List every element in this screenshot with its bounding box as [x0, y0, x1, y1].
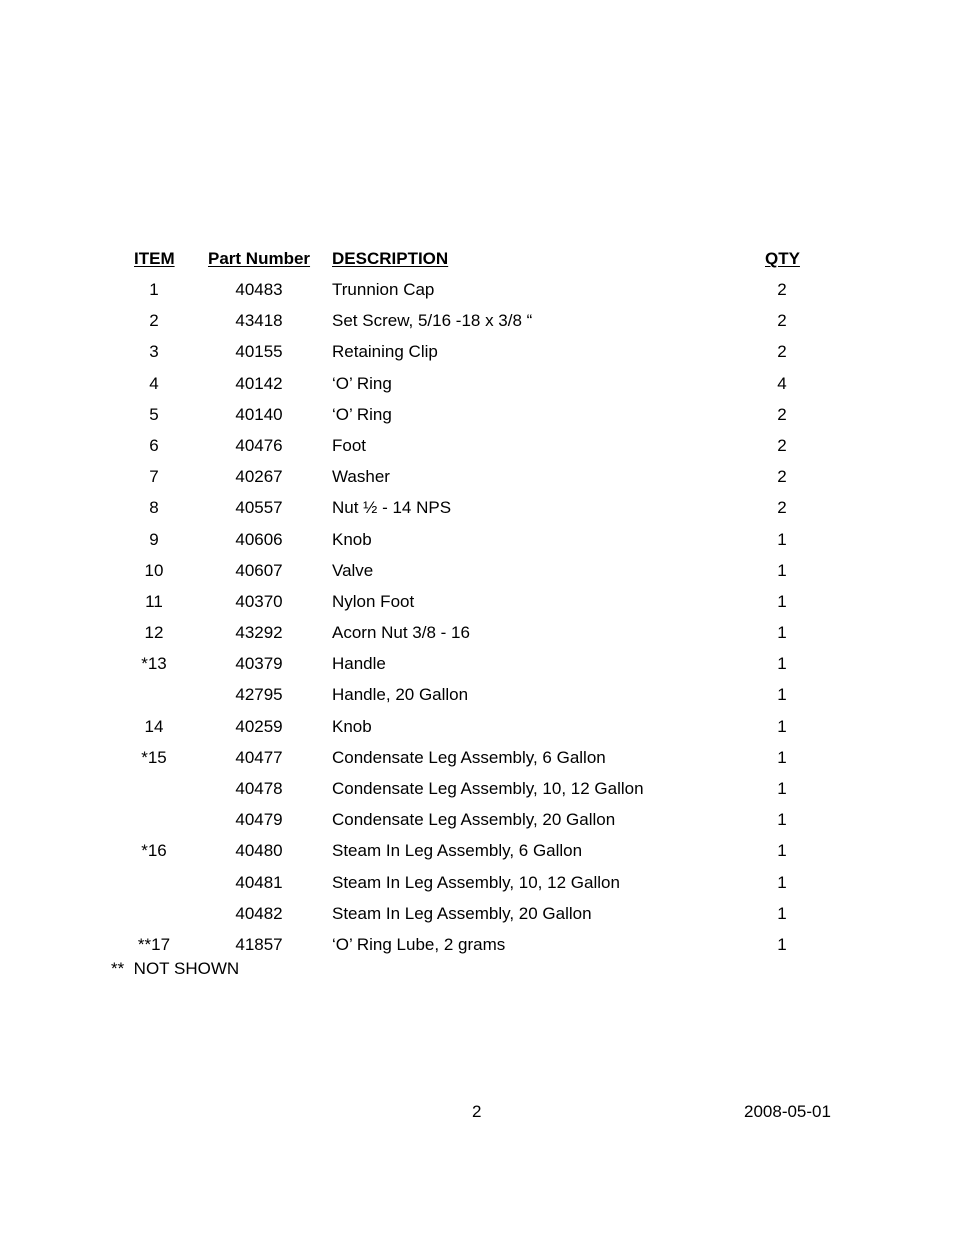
part-number-cell: 40140 [235, 404, 283, 424]
table-row [0, 683, 954, 714]
table-row [0, 902, 954, 933]
qty-cell: 1 [777, 841, 787, 861]
item-cell: **17 [137, 934, 171, 954]
table-row [0, 715, 954, 746]
description-cell: Handle, 20 Gallon [332, 685, 469, 705]
table-row [0, 465, 954, 496]
qty-cell: 1 [777, 529, 787, 549]
qty-cell: 1 [777, 934, 787, 954]
qty-cell: 1 [777, 716, 787, 736]
table-body [0, 278, 954, 964]
part-number-cell: 40607 [235, 560, 283, 580]
header-description: DESCRIPTION [332, 249, 449, 268]
part-number-cell: 40379 [235, 654, 283, 674]
item-cell: 1 [149, 280, 159, 299]
qty-cell: 2 [777, 467, 787, 487]
description-cell: Steam In Leg Assembly, 20 Gallon [332, 903, 592, 923]
part-number-cell: 40477 [235, 747, 283, 767]
table-row [0, 309, 954, 340]
part-number-cell: 40259 [235, 716, 283, 736]
description-cell: Nut ½ - 14 NPS [332, 498, 452, 518]
table-row [0, 777, 954, 808]
description-cell: ‘O’ Ring [332, 373, 392, 393]
description-cell: Knob [332, 529, 372, 549]
description-cell: Condensate Leg Assembly, 10, 12 Gallon [332, 779, 644, 798]
qty-cell: 2 [777, 435, 787, 455]
description-cell: Foot [332, 435, 367, 455]
description-cell: Set Screw, 5/16 -18 x 3/8 “ [332, 311, 533, 331]
item-cell: 6 [149, 435, 159, 455]
qty-cell: 2 [777, 498, 787, 518]
item-cell: 14 [144, 716, 164, 736]
description-cell: Trunnion Cap [332, 280, 435, 299]
qty-cell: 2 [777, 311, 787, 331]
description-cell: Valve [332, 560, 374, 580]
part-number-cell: 40370 [235, 591, 283, 611]
table-row [0, 403, 954, 434]
description-cell: Acorn Nut 3/8 - 16 [332, 623, 470, 643]
qty-cell: 1 [777, 747, 787, 767]
part-number-cell: 40481 [235, 872, 283, 892]
item-cell: 2 [149, 311, 159, 331]
description-cell: Steam In Leg Assembly, 6 Gallon [332, 841, 583, 861]
item-cell: 12 [144, 623, 164, 643]
table-row [0, 839, 954, 870]
part-number-cell: 40483 [235, 280, 283, 299]
qty-cell: 1 [777, 591, 787, 611]
part-number-cell: 40478 [235, 779, 283, 798]
table-row [0, 434, 954, 465]
qty-cell: 1 [777, 654, 787, 674]
page-number: 2 [472, 1102, 482, 1121]
item-cell: 9 [149, 529, 159, 549]
table-row [0, 372, 954, 403]
description-cell: Steam In Leg Assembly, 10, 12 Gallon [332, 872, 620, 892]
description-cell: Knob [332, 716, 372, 736]
item-cell: 3 [149, 342, 159, 362]
part-number-cell: 40606 [235, 529, 283, 549]
item-cell: 7 [149, 467, 159, 487]
part-number-cell: 43418 [235, 311, 283, 331]
qty-cell: 1 [777, 810, 787, 830]
item-cell: 5 [149, 404, 159, 424]
part-number-cell: 40267 [235, 467, 283, 487]
qty-cell: 1 [777, 903, 787, 923]
description-cell: Retaining Clip [332, 342, 438, 362]
table-row [0, 528, 954, 559]
description-cell: Condensate Leg Assembly, 20 Gallon [332, 810, 616, 830]
item-cell: 8 [149, 498, 159, 518]
table-row [0, 340, 954, 371]
part-number-cell: 40482 [235, 903, 283, 923]
table-row [0, 871, 954, 902]
qty-cell: 1 [777, 685, 787, 705]
description-cell: Nylon Foot [332, 591, 415, 611]
table-header-row [0, 247, 954, 278]
part-number-cell: 40480 [235, 841, 283, 861]
qty-cell: 1 [777, 779, 787, 798]
qty-cell: 4 [777, 373, 787, 393]
header-qty: QTY [765, 249, 800, 268]
part-number-cell: 40557 [235, 498, 283, 518]
table-row [0, 559, 954, 590]
qty-cell: 2 [777, 404, 787, 424]
item-cell: *16 [141, 841, 167, 861]
description-cell: Washer [332, 467, 390, 487]
description-cell: Handle [332, 654, 386, 674]
table-row [0, 652, 954, 683]
table-row [0, 808, 954, 839]
part-number-cell: 40142 [235, 373, 283, 393]
part-number-cell: 40155 [235, 342, 283, 362]
part-number-cell: 41857 [235, 934, 283, 954]
part-number-cell: 42795 [235, 685, 283, 705]
item-cell: 10 [144, 560, 164, 580]
description-cell: Condensate Leg Assembly, 6 Gallon [332, 747, 606, 767]
qty-cell: 2 [777, 342, 787, 362]
table-row [0, 590, 954, 621]
header-item: ITEM [134, 249, 175, 268]
item-cell: 4 [149, 373, 159, 393]
part-number-cell: 40476 [235, 435, 283, 455]
table-row [0, 621, 954, 652]
table-row [0, 496, 954, 527]
item-cell: *15 [141, 747, 167, 767]
footnote-not-shown: ** NOT SHOWN [111, 959, 240, 978]
table-row [0, 278, 954, 309]
item-cell: *13 [141, 654, 167, 674]
table-row [0, 746, 954, 777]
part-number-cell: 43292 [235, 623, 283, 643]
qty-cell: 1 [777, 560, 787, 580]
header-part-number: Part Number [208, 249, 311, 268]
item-cell: 11 [145, 591, 163, 611]
qty-cell: 1 [777, 623, 787, 643]
description-cell: ‘O’ Ring [332, 404, 392, 424]
description-cell: ‘O’ Ring Lube, 2 grams [332, 934, 506, 954]
part-number-cell: 40479 [235, 810, 283, 830]
parts-table [0, 247, 954, 964]
qty-cell: 2 [777, 280, 787, 299]
page-date: 2008-05-01 [744, 1102, 831, 1121]
qty-cell: 1 [777, 872, 787, 892]
